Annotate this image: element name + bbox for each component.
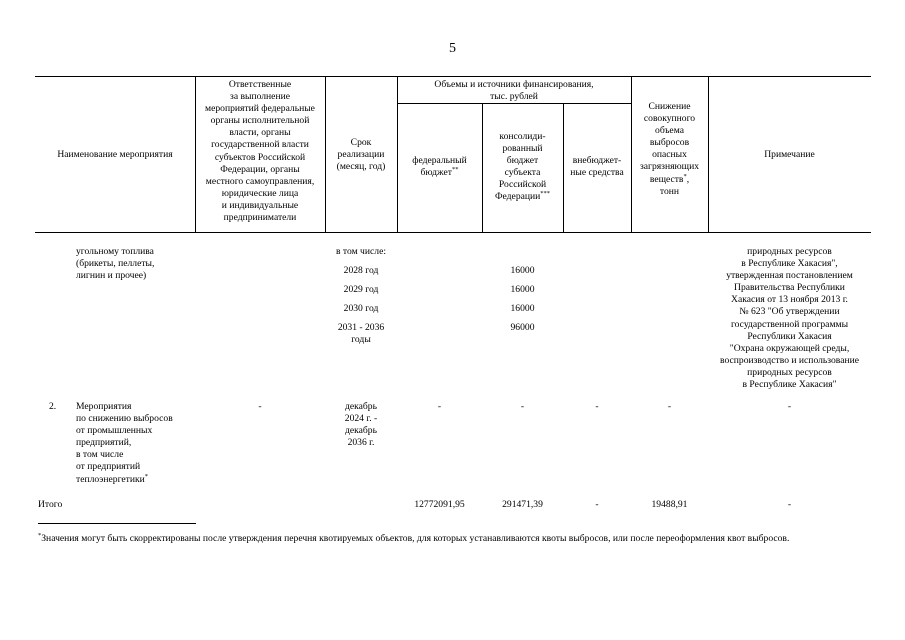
row1-note-line: природных ресурсов [747,246,832,257]
header-consolidated-line: рованный [502,143,543,155]
total-consolidated: 291471,39 [502,499,543,510]
row1-name-line: угольному топлива [76,246,154,257]
total-extrabudget: - [595,499,599,510]
row1-note-line: Правительства Республики [734,282,845,294]
row2-term-line: декабрь [345,425,377,437]
row2-name-line: от предприятий [76,461,141,473]
row2-federal: - [437,401,442,412]
row2-term [325,401,397,449]
row1-term-2028: 2028 год [343,265,379,276]
header-reduction-line: Снижение [648,101,691,112]
header-reduction-line: совокупного [643,113,696,125]
row2-term-line: 2036 г. [347,437,375,449]
header-federal-mark: ** [451,165,459,173]
header-consolidated [482,131,563,204]
row1-note-line: Республики Хакасия [747,330,832,342]
row2-name-line: по снижению выбросов [76,413,173,425]
header-extrabudget-line: внебюджет- [572,155,622,166]
header-consolidated-line: Российской [498,179,547,191]
row2-term-line: 2024 г. - [344,413,378,425]
header-term-line: (месяц, год) [336,161,386,173]
row2-extrabudget: - [595,401,599,412]
header-responsible-line: Ответственные [228,79,292,90]
header-extrabudget-line: ные средства [570,167,624,179]
row1-term-2031-line: годы [351,334,371,346]
row2-name-line: Мероприятия [76,401,132,412]
header-reduction-line: загрязняющих [639,161,699,173]
row1-value-2028: 16000 [510,265,535,276]
row1-note-line: Хакасия от 13 ноября 2013 г. [731,294,848,306]
header-reduction-text: веществ [649,173,684,185]
header-responsible-line: и индивидуальные [221,199,299,211]
header-responsible-line: мероприятий федеральные [205,103,315,115]
header-reduction-line: тонн [659,185,680,197]
row1-name-line: лигнин и прочее) [76,270,147,282]
header-responsible-line: предприниматели [223,212,297,224]
footnote [38,533,789,545]
header-name: Наименование мероприятия [57,149,173,160]
row1-note-line: "Охрана окружающей среды, [729,342,850,354]
row1-name-line: (брикеты, пеллеты, [76,258,155,270]
header-responsible-line: юридические лица [221,187,299,199]
header-responsible-line: Федерации, органы [220,163,300,175]
row1-term-2031-2036 [325,322,397,346]
header-finance-title [397,79,631,103]
page-number: 5 [449,41,456,56]
row1-note-line: в Республике Хакасия" [742,379,837,391]
row2-name-text: теплоэнергетики [76,473,145,485]
header-reduction-line: выбросов [649,137,690,149]
row1-note-line: в Республике Хакасия", [741,258,838,270]
header-term-line: реализации [337,149,385,161]
row1-value-2029: 16000 [510,284,535,295]
header-responsible-line: власти, органы [229,127,291,139]
row2-consolidated: - [520,401,525,412]
total-label: Итого [38,499,63,510]
row1-note-line: воспроизводство и использование [720,354,859,366]
row2-name-line: от промышленных [76,425,153,437]
header-federal [397,155,482,179]
header-consolidated-mark: *** [540,190,551,198]
header-consolidated-line: бюджет [506,155,539,167]
row1-note-line: государственной программы [730,318,849,330]
header-federal-line [397,167,482,179]
row2-reduction: - [667,401,672,412]
row1-value-2030: 16000 [510,303,535,314]
row1-term-2030: 2030 год [343,303,379,314]
header-reduction-line: опасных [652,149,687,161]
header-finance-line: Объемы и источники финансирования, [434,79,594,90]
header-extrabudget [563,155,631,179]
row1-term-intro: в том числе: [335,246,386,257]
row2-responsible: - [258,401,262,412]
header-reduction-mark: * [683,172,687,180]
row1-note-line: № 623 "Об утверждении [739,306,840,318]
row1-note [708,246,871,391]
header-term-line: Срок [350,137,372,148]
header-responsible [195,79,325,224]
row1-name [76,246,154,282]
header-federal-line: федеральный [412,155,467,166]
footnote-mark: * [38,531,42,539]
header-consolidated-line: субъекта [504,167,541,179]
header-bottom-border [35,232,871,233]
row2-name-line: предприятий, [76,437,132,449]
header-responsible-line: субъектов Российской [214,151,306,163]
row2-name [76,401,173,486]
header-term [325,137,397,173]
header-consolidated-line: консолиди- [499,131,546,142]
row2-name-line: в том числе [76,449,124,461]
row2-name-mark: * [144,472,149,480]
row1-value-2031-2036: 96000 [510,322,535,333]
footnote-separator [38,523,196,524]
row1-note-line: природных ресурсов [747,366,832,378]
row2-term-line: декабрь [345,401,377,412]
header-federal-text: бюджет [420,167,452,179]
row1-term-2029: 2029 год [343,284,379,295]
header-responsible-line: за выполнение [230,91,290,103]
header-note: Примечание [764,149,815,160]
header-reduction [631,101,708,198]
total-reduction: 19488,91 [651,499,688,510]
header-responsible-line: органы исполнительной [210,115,310,127]
header-consolidated-text: Федерации [494,191,541,203]
header-consolidated-line [482,191,563,203]
table-top-border [35,76,871,77]
row2-note: - [787,401,792,412]
total-note: - [787,499,792,510]
header-responsible-line: местного самоуправления, [205,175,315,187]
header-responsible-line: государственной власти [211,139,309,151]
row2-name-line [76,474,173,486]
total-federal: 12772091,95 [414,499,465,510]
row1-term-2031-line: 2031 - 2036 [337,322,385,333]
row2-number: 2. [49,401,57,412]
header-reduction-comma: , [686,173,690,185]
header-reduction-line [631,174,708,186]
header-reduction-line: объема [655,125,684,137]
row1-note-line: утвержденная постановлением [726,270,853,282]
footnote-text: Значения могут быть скорректированы после утверждения перечня квотируемых объектов, для которых устанавливаются квоты выбросов, или после переоформления квот выбросов. [41,533,790,544]
header-finance-line: тыс. рублей [490,91,538,103]
